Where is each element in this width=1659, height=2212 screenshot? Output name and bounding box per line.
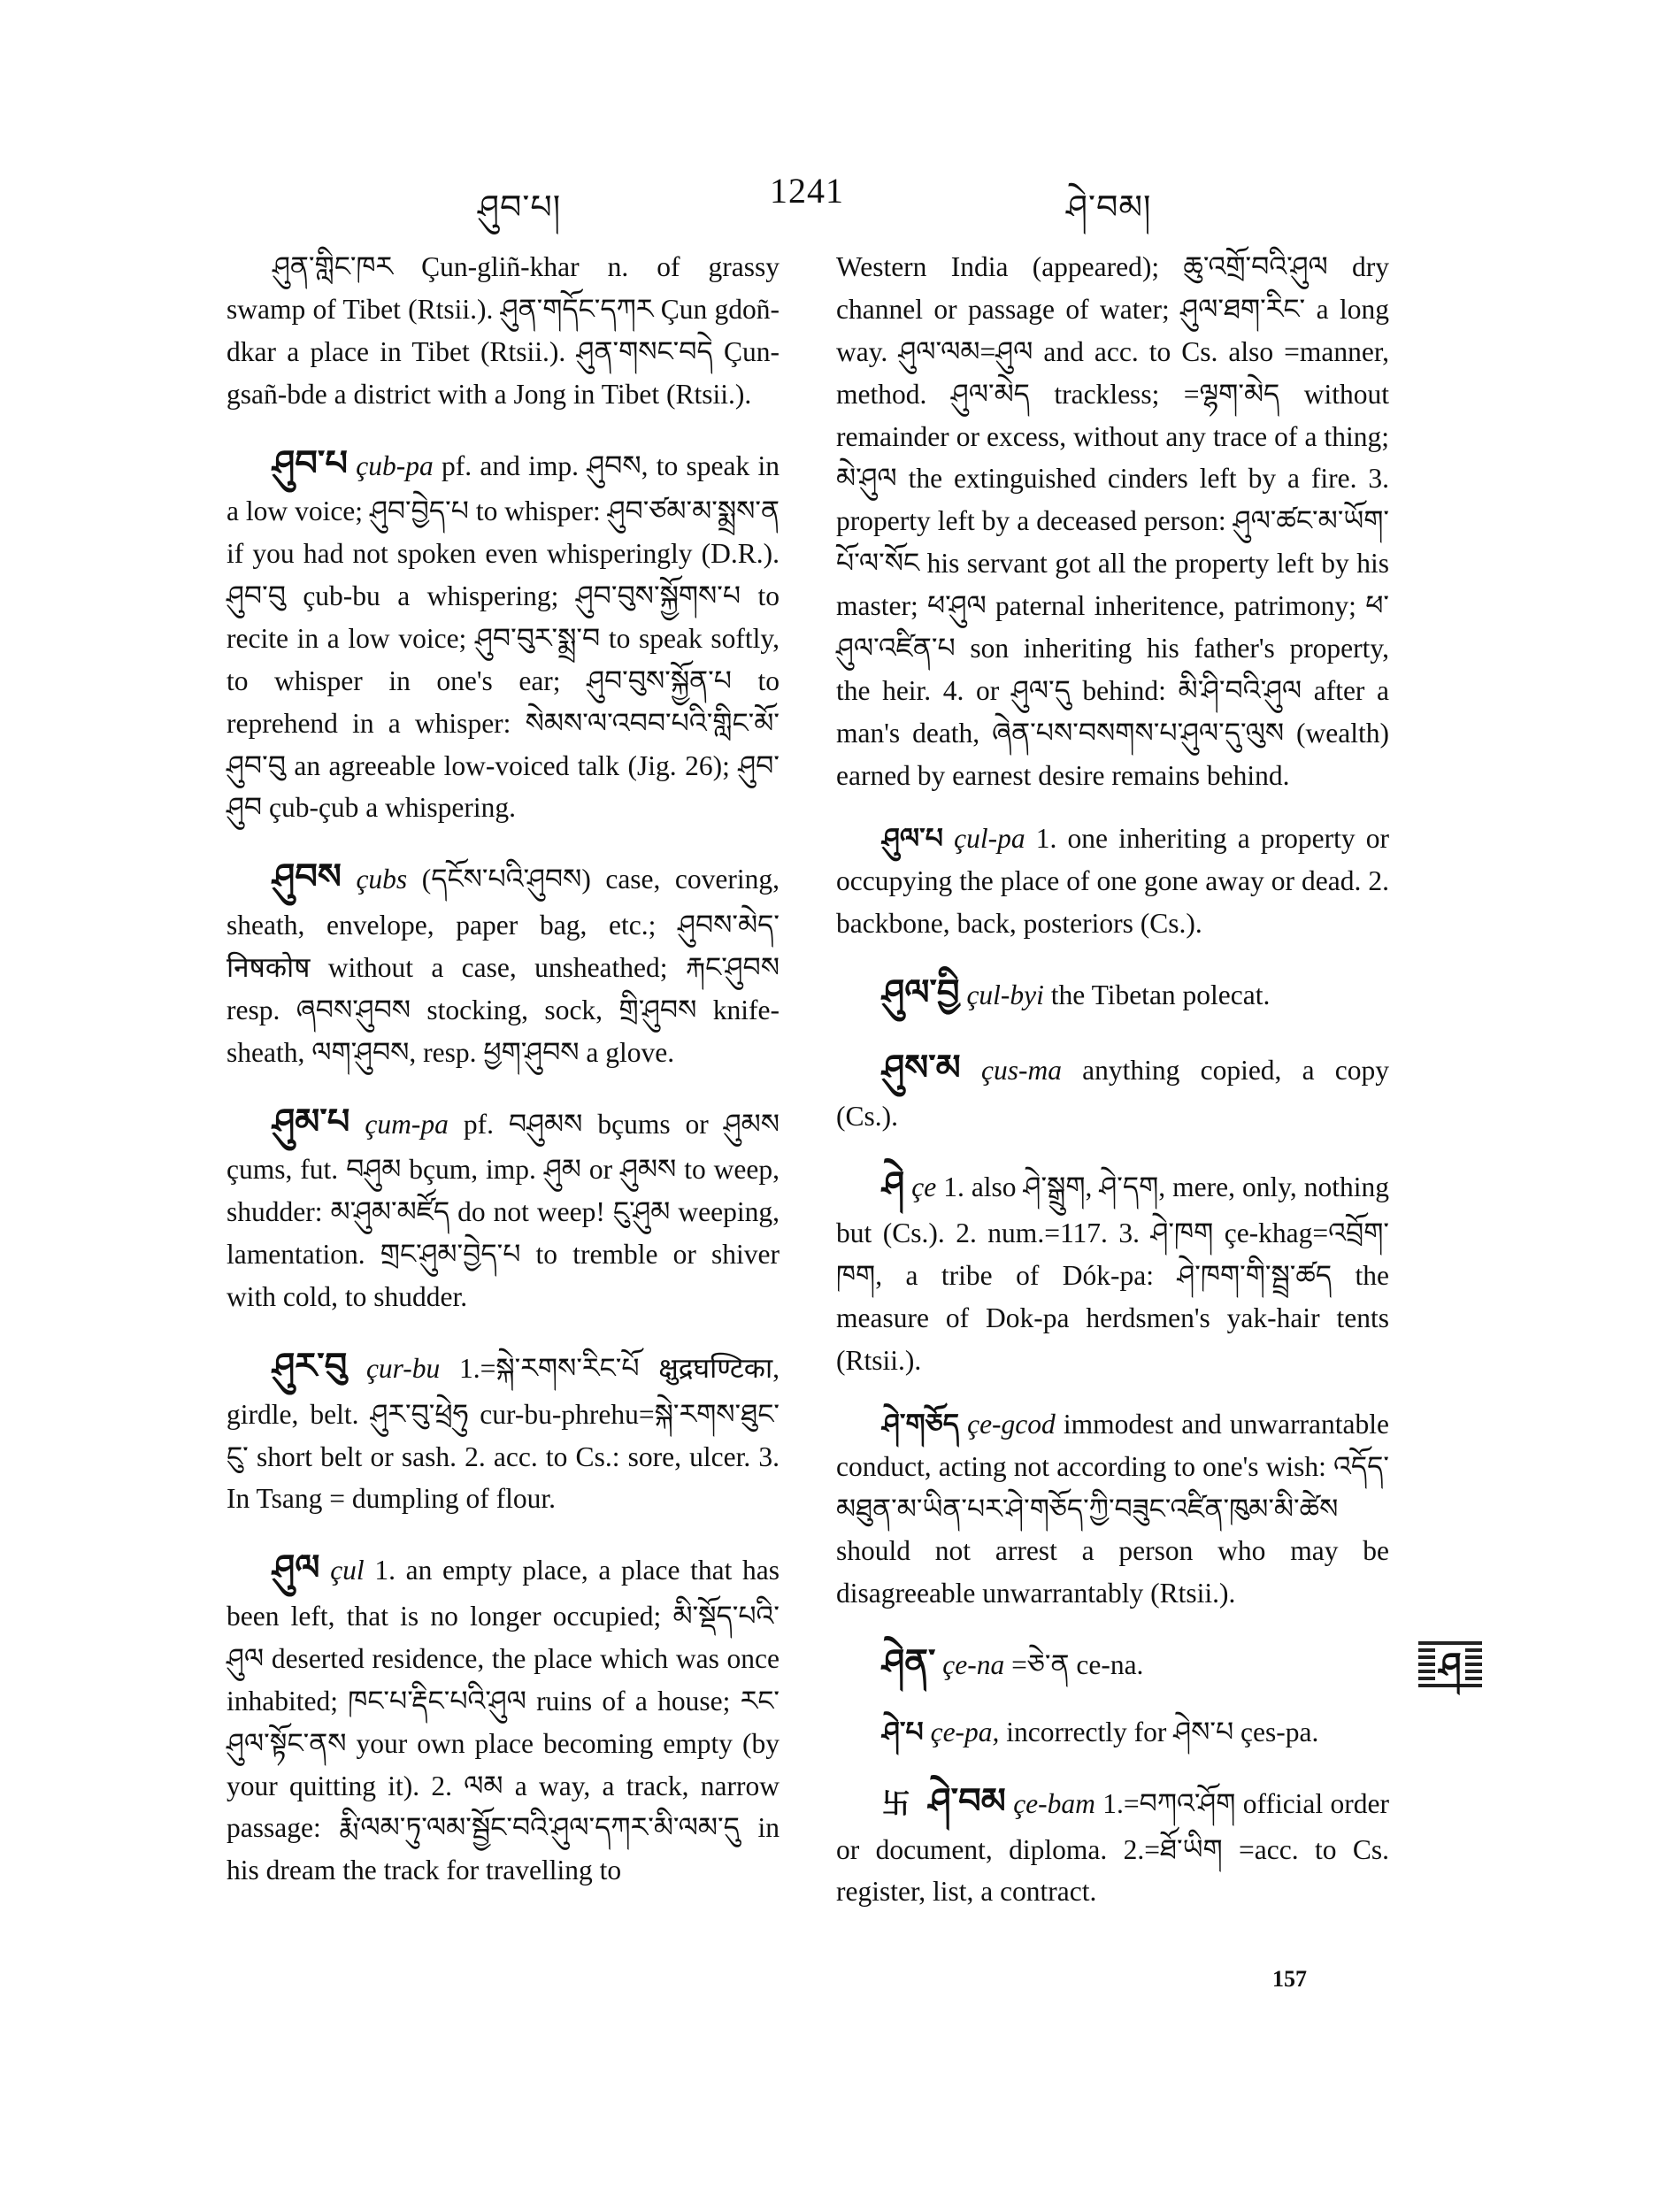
entry-text: immodest and unwarrantable conduct, acting not according to one's wish: འདོད་མཐུན་མ་ཡིན་པར་ཤེ་གཅོད་ཀྱི་བཟུང་འཛིན་ཁུམ་མི་ཚེས should not arrest a person who may be disagreeable unwarrantably (Rtsii.). (836, 1408, 1389, 1609)
entry-text: 1.=བཀའ་ཤོག official order or document, diploma. 2.=ཐོ་ཡིག =acc. to Cs. register, list, a contract. (836, 1787, 1390, 1908)
entry-ce (836, 1158, 1389, 1381)
entry-text: (དངོས་པའི་ཤུབས) case, covering, sheath, envelope, paper bag, etc.; ཤུབས་མེད་निषकोष without a case, unsheathed; རྐང་ཤུབས resp. ཞབས་ཤུབས stocking, sock, གྲི་ཤུབས knife-sheath, ལག་ཤུབས, resp. ཕྱག་ཤུབས a glove. (227, 864, 780, 1068)
entry-text: anything copied, a copy (Cs.). (836, 1054, 1390, 1132)
entry-cus-ma (836, 1041, 1389, 1138)
header-right-guideword: ཤེ་བམ། (1066, 189, 1152, 227)
signature-number: 157 (1272, 1966, 1307, 1992)
transliteration: çubs (356, 864, 408, 895)
entry-cub-pa (227, 437, 780, 830)
transliteration: çus-ma (980, 1054, 1062, 1086)
transliteration: çul (330, 1555, 365, 1586)
entry-cul-byi (836, 966, 1389, 1020)
entry-text: incorrectly for ཤེས་པ çes-pa. (1006, 1716, 1319, 1747)
transliteration: çul-pa (954, 823, 1025, 855)
entry-text: Western India (appeared); ཆུ་འགྲོ་བའི་ཤུལ dry channel or passage of water; ཤུལ་ཐག་རིང་ a long way. ཤུལ་ལམ=ཤུལ and acc. to Cs. also =manner, method. ཤུལ་མེད trackless; =ལྷག་མེད without remainder or excess, without any trace of a thing; མེ་ཤུལ the extinguished cinders left by a fire. 3. property left by a deceased person: ཤུལ་ཚང་མ་ཡོག་པོ་ལ་སོང his servant got all the property left by his master; ཕ་ཤུལ paternal inheritence, patrimony; ཕ་ཤུལ་འཛིན་པ son inheriting his father's property, the heir. 4. or ཤུལ་དུ behind: མི་ཤི་བའི་ཤུལ after a man's death, ཞེན་པས་བསགས་པ་ཤུལ་དུ་ལུས (wealth) earned by earnest desire remains behind. (836, 251, 1389, 791)
thumb-index-tab (1418, 1641, 1482, 1691)
entry-text: ཤུན་གླིང་ཁར Çun-gliñ-khar n. of grassy swamp of Tibet (Rtsii.). ཤུན་གདོང་དཀར Çun gdoñ-dkar a place in Tibet (Rtsii.). ཤུན་གསང་བདེ Çun-gsañ-bde a district with a Jong in Tibet (Rtsii.). (227, 251, 780, 410)
headword: ཤུམ་པ (273, 1101, 350, 1141)
entry-ce-bam (836, 1775, 1389, 1914)
entry-text: pf. and imp. ཤུབས, to speak in a low voice; ཤུབ་བྱེད་པ to whisper: ཤུབ་ཙམ་མ་སྨྲས་ན if you had not spoken even whisperingly (D.R.). ཤུབ་བུ çub-bu a whispering; ཤུབ་བུས་སྐྱོགས་པ to recite in a low voice; ཤུབ་བུར་སྨྲ་བ to speak softly, to whisper in one's ear; ཤུབ་བུས་སྐྱོན་པ to reprehend in a whisper: སེམས་ལ་འབབ་པའི་གླིང་མོ་ཤུབ་བུ an agreeable low-voiced talk (Jig. 26); ཤུབ་ཤུབ çub-çub a whispering. (227, 449, 780, 824)
entry-text: 1. also ཤེ་སྒྲུག, ཤེ་དག, mere, only, nothing but (Cs.). 2. num.=117. 3. ཤེ་ཁག çe-khag=འབྲོག་ཁག, a tribe of Dók-pa: ཤེ་ཁག་གི་སྦྲ་ཚད the measure of Dok-pa herdsmen's yak-hair tents (Rtsii.). (836, 1171, 1390, 1376)
transliteration: çub-pa (356, 449, 434, 481)
headword: ཤེ་པ (882, 1716, 924, 1747)
headword: ཤུས་མ (882, 1047, 961, 1087)
transliteration: çe-bam (1013, 1787, 1095, 1819)
entry-text: the Tibetan polecat. (1050, 979, 1271, 1010)
headword: ཤུར་བུ (273, 1345, 348, 1386)
thumb-index-letter: ཤ (1435, 1648, 1464, 1684)
entry-cul-continued (836, 246, 1389, 796)
headword: ཤུལ་བྱི (882, 972, 960, 1012)
header-left-guideword: ཤུབ་པ། (478, 189, 562, 227)
transliteration: çe-pa, (930, 1716, 1000, 1747)
entry-cun-glin-khar (227, 246, 780, 416)
entry-text: 1. one inheriting a property or occupying the place of one gone away or dead. 2. backbone, back, posteriors (Cs.). (836, 823, 1390, 940)
entry-cul (227, 1541, 780, 1892)
headword: ཤུབ་པ (273, 442, 348, 483)
entry-text: 1. an empty place, a place that has been left, that is no longer occupied; མི་སྡོད་པའི་ཤུལ deserted residence, the place which was once inhabited; ཁང་པ་རྡིང་པའི་ཤུལ ruins of a house; རང་ཤུལ་སྟོང་ནས your own place becoming empty (by your quitting it). 2. ལམ a way, a track, narrow passage: རྨི་ལམ་ཏུ་ལམ་སྦྱོང་བའི་ཤུལ་དཀར་མི་ལམ་དུ in his dream the track for travelling to (227, 1555, 780, 1886)
entry-text: =ཅེ་ན ce-na. (1011, 1649, 1144, 1681)
entry-ce-pa (836, 1711, 1389, 1754)
headword: ཤེ (882, 1164, 905, 1205)
headword: ཤེན་ (882, 1642, 936, 1683)
entry-ce-gcod (836, 1403, 1389, 1615)
entry-cur-bu (227, 1340, 780, 1520)
entry-text: pf. བཤུམས bçums or ཤུམས çums, fut. བཤུམ bçum, imp. ཤུམ or ཤུམས to weep, shudder: མ་ཤུམ་མཛོད do not weep! ངུ་ཤུམ weeping, lamentation. གྲང་ཤུམ་བྱེད་པ to tremble or shiver with cold, to shudder. (227, 1108, 780, 1313)
headword: ཤེ་གཅོད (882, 1408, 959, 1440)
entry-cubs (227, 850, 780, 1073)
entry-cul-pa (836, 818, 1389, 945)
transliteration: çul-byi (966, 979, 1044, 1010)
headword: ཤུབས (273, 856, 342, 897)
header-page-number: 1241 (770, 171, 844, 211)
headword: ཤེ་བམ (928, 1780, 1006, 1821)
transliteration: çe-gcod (967, 1408, 1056, 1440)
right-column (836, 246, 1389, 1934)
entry-cum-pa (227, 1095, 780, 1318)
left-column (227, 246, 780, 1913)
headword: ཤུལ་པ (882, 823, 943, 855)
entry-text: 1.=སྐེ་རགས་རིང་པོ क्षुद्रघण्टिका, girdle, belt. ཤུར་བུ་ཕྲེཧུ cur-bu-phrehu=སྐེ་རགས་ཐུང་ངུ་ short belt or sash. 2. acc. to Cs.: sore, ulcer. 3. In Tsang = dumpling of flour. (227, 1352, 780, 1515)
swastika-mark-icon: 卐 (882, 1787, 911, 1819)
entry-ce-na (836, 1636, 1389, 1690)
transliteration: çur-bu (365, 1352, 441, 1384)
headword: ཤུལ (273, 1548, 320, 1588)
transliteration: çe-na (942, 1649, 1005, 1681)
transliteration: çe (911, 1171, 937, 1203)
transliteration: çum-pa (365, 1108, 449, 1140)
